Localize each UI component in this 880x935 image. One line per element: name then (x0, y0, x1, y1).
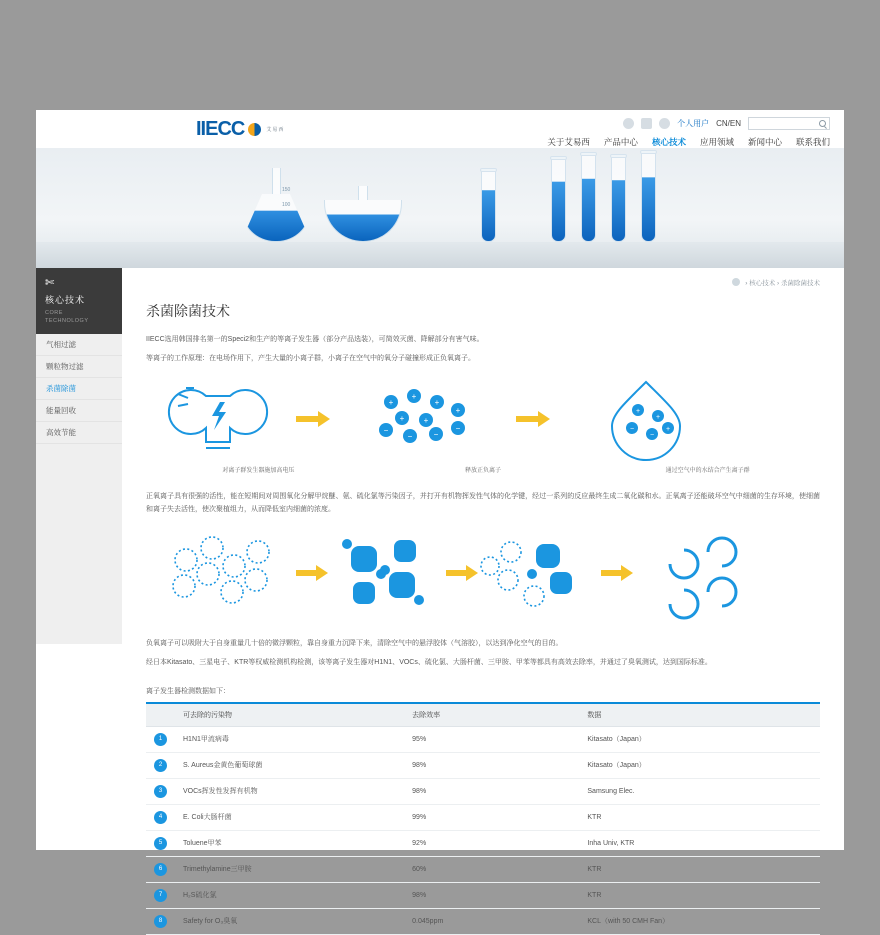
member-link[interactable]: 个人用户 (677, 119, 710, 128)
table-row (146, 804, 820, 830)
table-row (146, 778, 820, 804)
table-row (146, 908, 820, 934)
paragraph-5: 经日本Kitasato、三星电子、KTR等权威检测机构检测，该等离子发生器对H1N1、VOCs、硫化氯、大肠杆菌、三甲胺、甲苯等都具有高效去除率，并通过了臭氧测试，达到国际标准。 (146, 659, 712, 667)
site-logo[interactable] (196, 118, 284, 141)
table-col-pollutant: 可去除的污染物 (175, 703, 404, 727)
cell-pollutant: VOCs挥发性发挥有机物 (175, 778, 404, 804)
hero-tick-150: 150 (282, 187, 291, 193)
browser-page (36, 110, 844, 926)
cell-source: KCL（with 50 CMH Fan） (579, 908, 820, 934)
breadcrumb-item-core-technology[interactable]: 核心技术 (749, 280, 776, 287)
diagram-1-caption-2: 释放正负离子 (464, 467, 501, 474)
cell-pollutant: Toluene甲苯 (175, 830, 404, 856)
test-data-table (146, 702, 820, 935)
hero-tube-5 (641, 152, 656, 242)
table-col-rate: 去除效率 (404, 703, 579, 727)
sidebar-item-energy-recovery[interactable]: 能量回收 (36, 400, 122, 422)
row-number: 2 (154, 759, 167, 772)
row-number: 5 (154, 837, 167, 850)
nav-item-news[interactable]: 新闻中心 (747, 137, 782, 147)
diagram-2-graphic (146, 530, 746, 616)
nav-item-about[interactable]: 关于艾易西 (547, 137, 590, 147)
breadcrumb-item-current[interactable]: 杀菌除菌技术 (781, 280, 820, 287)
cell-source: Inha Univ, KTR (579, 830, 820, 856)
intro-paragraphs (146, 333, 820, 366)
home-icon[interactable] (732, 278, 740, 286)
cell-rate: 95% (404, 726, 579, 752)
nav-item-contact[interactable]: 联系我们 (795, 137, 830, 147)
hero-tube-cap-2 (550, 156, 567, 160)
main-nav (547, 136, 830, 148)
row-number: 4 (154, 811, 167, 824)
cell-source: Kitasato（Japan） (579, 752, 820, 778)
sidebar-filler (36, 444, 122, 644)
diagram-1-caption-3: 通过空气中的水结合产生离子群 (665, 467, 750, 474)
negative-ion-paragraphs (146, 637, 820, 670)
table-header-row (146, 703, 820, 727)
diagram-1-captions (146, 465, 820, 474)
sidebar-item-particle-filtration[interactable]: 颗粒物过滤 (36, 356, 122, 378)
hero-flask-small (324, 186, 402, 242)
diagram-1-graphic (146, 380, 746, 456)
cell-pollutant: Safety for O₃臭氧 (175, 908, 404, 934)
logo-dot-icon (248, 123, 261, 136)
site-header (36, 110, 844, 148)
paragraph-4: 负氧离子可以吸附大于自身重量几十倍的微浮颗粒，靠自身重力沉降下来，清除空气中的悬浮胶体（气溶胶），以达到净化空气的目的。 (146, 640, 563, 648)
cell-source: KTR (579, 882, 820, 908)
chat-icon[interactable] (641, 118, 652, 129)
cell-source: KTR (579, 856, 820, 882)
cell-pollutant: E. Coli大肠杆菌 (175, 804, 404, 830)
weibo-icon[interactable] (659, 118, 670, 129)
page-body (36, 268, 844, 935)
row-number: 8 (154, 915, 167, 928)
table-col-source: 数据 (579, 703, 820, 727)
breadcrumb-sep-1: › (745, 280, 748, 287)
search-box[interactable] (748, 117, 830, 130)
diagram-bacteria-removal (146, 530, 820, 621)
search-icon[interactable] (819, 120, 826, 127)
svg-text:+: + (399, 413, 405, 423)
language-switch[interactable]: CN/EN (716, 119, 741, 128)
main-content (122, 268, 844, 935)
row-number: 3 (154, 785, 167, 798)
sidebar-subtitle-line1: CORE (45, 310, 63, 316)
svg-text:+: + (423, 415, 429, 425)
svg-text:−: − (649, 431, 655, 439)
svg-text:+: + (655, 413, 661, 421)
table-label: 离子发生器检测数据如下： (146, 687, 230, 695)
hero-banner (36, 148, 844, 268)
hero-bench (36, 242, 844, 268)
breadcrumb (146, 278, 820, 287)
cell-rate: 98% (404, 778, 579, 804)
hero-tube-3 (581, 154, 596, 242)
paragraph-2: 等离子的工作原理：在电场作用下，产生大量的小离子群，小离子在空气中的氧分子碰撞形成正负氧离子。 (146, 355, 475, 363)
svg-text:+: + (411, 391, 417, 401)
cell-pollutant: Trimethylamine三甲胺 (175, 856, 404, 882)
row-number: 1 (154, 733, 167, 746)
cell-pollutant: S. Aureus金黄色葡萄球菌 (175, 752, 404, 778)
sidebar-list (36, 334, 122, 444)
svg-text:+: + (665, 425, 671, 433)
cell-rate: 98% (404, 882, 579, 908)
row-number: 7 (154, 889, 167, 902)
sidebar-subtitle-line2: TECHNOLOGY (45, 318, 89, 325)
svg-text:+: + (388, 397, 394, 407)
hero-tube-cap-3 (580, 152, 597, 156)
utility-bar (623, 117, 830, 130)
svg-text:+: + (434, 397, 440, 407)
hero-tube-cap-5 (640, 150, 657, 154)
svg-text:−: − (383, 425, 389, 435)
row-number: 6 (154, 863, 167, 876)
search-input[interactable] (752, 118, 816, 129)
cell-rate: 92% (404, 830, 579, 856)
cell-rate: 99% (404, 804, 579, 830)
scissors-icon: ✄ (45, 277, 55, 289)
table-col-index (146, 703, 175, 727)
svg-text:−: − (455, 423, 461, 433)
svg-text:−: − (433, 429, 439, 439)
table-row (146, 856, 820, 882)
nav-item-products[interactable]: 产品中心 (603, 137, 638, 147)
cell-source: Samsung Elec. (579, 778, 820, 804)
oxidation-paragraphs (146, 490, 820, 517)
nav-item-applications[interactable]: 应用领域 (699, 137, 734, 147)
sidebar-item-gas-filtration[interactable]: 气相过滤 (36, 334, 122, 356)
table-row (146, 752, 820, 778)
svg-text:+: + (455, 405, 461, 415)
hero-tick-100: 100 (282, 202, 291, 208)
cell-pollutant: H₂S硫化氯 (175, 882, 404, 908)
svg-text:−: − (407, 431, 413, 441)
svg-text:−: − (629, 425, 635, 433)
sidebar-title: 核心技术 (45, 295, 86, 305)
logo-wordmark: IIECC (196, 118, 245, 140)
cell-rate: 0.045ppm (404, 908, 579, 934)
cell-rate: 98% (404, 752, 579, 778)
hero-flask-large (241, 168, 311, 242)
cell-source: KTR (579, 804, 820, 830)
paragraph-3: 正氧离子具有很强的活性，能在短期间对周围氧化分解甲烷醚、氨、硫化氯等污染因子，并打开有机物挥发性气体的化学键，经过一系列的反应最终生成二氧化碳和水。正氧离子还能破坏空气中细菌的生存环境，使细菌和离子失去活性，使次聚植组力，从而降低室内细菌的浓度。 (146, 492, 820, 513)
cell-rate: 60% (404, 856, 579, 882)
sidebar-item-high-efficiency[interactable]: 高效节能 (36, 422, 122, 444)
table-row (146, 882, 820, 908)
hero-tube-cap-1 (480, 168, 497, 172)
diagram-1-caption-1: 对离子群发生器施加高电压 (222, 467, 295, 474)
sidebar (36, 268, 122, 935)
sidebar-header (36, 268, 122, 334)
cloud-icon[interactable] (623, 118, 634, 129)
sidebar-item-sterilization[interactable]: 杀菌除菌 (36, 378, 122, 400)
hero-tube-cap-4 (610, 154, 627, 158)
diagram-ion-generation (146, 380, 820, 474)
svg-text:+: + (635, 407, 641, 415)
cell-source: Kitasato（Japan） (579, 726, 820, 752)
table-row (146, 830, 820, 856)
table-row (146, 726, 820, 752)
cell-pollutant: H1N1甲流病毒 (175, 726, 404, 752)
hero-tube-2 (551, 158, 566, 242)
breadcrumb-sep-2: › (777, 280, 780, 287)
hero-tube-4 (611, 156, 626, 242)
nav-item-core-technology[interactable]: 核心技术 (651, 137, 686, 147)
hero-tube-1 (481, 170, 496, 242)
page-title: 杀菌除菌技术 (146, 303, 230, 319)
logo-subtext: 艾易西 (266, 127, 285, 133)
paragraph-1: IIECC选用韩国排名第一的Speci2和生产的等离子发生器（部分产品选装），可简效灭菌、降解部分有害气味。 (146, 336, 484, 343)
